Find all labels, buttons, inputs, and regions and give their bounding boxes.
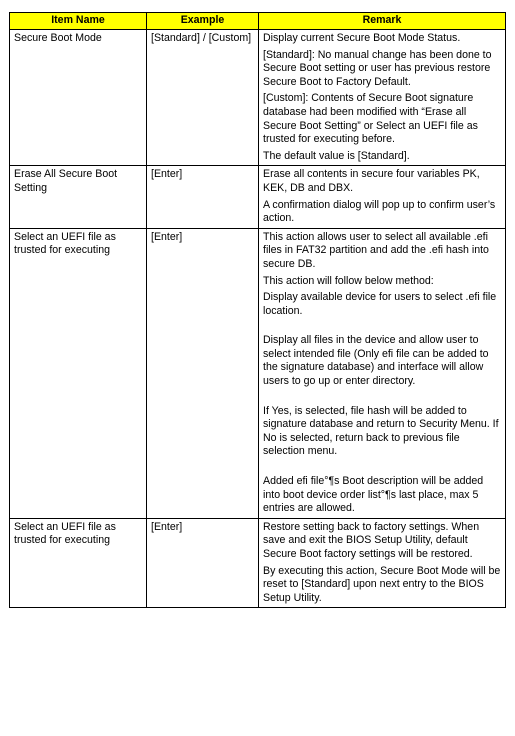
table-row-secure-boot-mode (10, 30, 506, 166)
remark-paragraph: Display current Secure Boot Mode Status. (263, 32, 461, 44)
remark-paragraph: Display available device for users to select .efi file location. (263, 291, 497, 317)
remark-cell (259, 166, 506, 228)
example-cell: [Enter] (147, 518, 259, 608)
table-row-select-uefi-file (10, 228, 506, 518)
example-cell: [Enter] (147, 228, 259, 518)
remark-cell (259, 228, 506, 518)
header-remark: Remark (259, 13, 506, 30)
remark-paragraph: [Custom]: Contents of Secure Boot signature database had been modified with “Erase all Secure Boot Setting” or Select an UEFI file as trusted for executing before. (263, 92, 478, 146)
remark-paragraph: This action will follow below method: (263, 274, 434, 287)
header-row (10, 13, 506, 30)
remark-paragraph: By executing this action, Secure Boot Mode will be reset to [Standard] upon next entry to the BIOS Setup Utility. (263, 564, 501, 604)
example-cell: [Enter] (147, 166, 259, 228)
remark-paragraph: [Standard]: No manual change has been done to Secure Boot setting or user has previous restore Secure Boot to Factory Default. (263, 48, 492, 88)
bios-settings-table (9, 12, 506, 608)
table-row-restore-factory-settings (10, 518, 506, 608)
item-name-cell: Erase All Secure Boot Setting (10, 166, 147, 228)
remark-paragraph: Restore setting back to factory settings. When save and exit the BIOS Setup Utility, default Secure Boot factory settings will be restored. (263, 520, 480, 560)
item-name-cell: Select an UEFI file as trusted for executing (10, 518, 147, 608)
remark-paragraph: A confirmation dialog will pop up to confirm user’s action. (263, 198, 496, 225)
remark-paragraph: Added efi file°¶s Boot description will be added into boot device order list°¶s last place, max 5 entries are allowed. (263, 475, 484, 515)
example-cell: [Standard] / [Custom] (147, 30, 259, 166)
header-example: Example (147, 13, 259, 30)
remark-paragraph: Display all files in the device and allow user to select intended file (Only efi file can be added to the signature database) and interface will allow users to go up or enter directory. (263, 334, 489, 388)
remark-cell (259, 518, 506, 608)
remark-paragraph: This action allows user to select all available .efi files in FAT32 partition and add the .efi hash into secure DB. (263, 230, 489, 270)
item-name-cell: Select an UEFI file as trusted for executing (10, 228, 147, 518)
remark-paragraph: The default value is [Standard]. (263, 149, 410, 162)
remark-paragraph: If Yes, is selected, file hash will be added to signature database and return to Security Menu. If No is selected, return back to previous file selection menu. (263, 404, 499, 458)
table-row-erase-all-secure-boot-setting (10, 166, 506, 228)
remark-cell (259, 30, 506, 166)
remark-paragraph: Erase all contents in secure four variables PK, KEK, DB and DBX. (263, 168, 480, 194)
header-item-name: Item Name (10, 13, 147, 30)
table-header (10, 13, 506, 30)
item-name-cell: Secure Boot Mode (10, 30, 147, 166)
